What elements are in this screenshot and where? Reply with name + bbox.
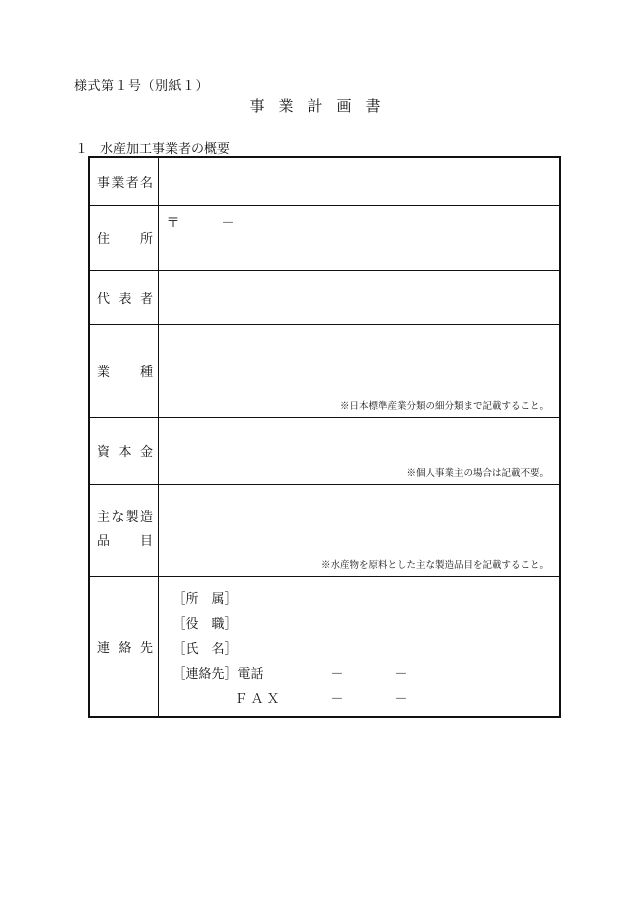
label-capital: 資 本 金 [89, 417, 158, 484]
capital-note: ※個人事業主の場合は記載不要。 [406, 467, 549, 479]
field-industry[interactable] [158, 324, 560, 417]
contact-fax: ＦＡＸ － － [234, 691, 408, 707]
contact-person: ［氏 名］ [172, 641, 238, 657]
section-heading [75, 138, 230, 157]
row-business-name [89, 157, 560, 205]
field-products[interactable] [158, 484, 560, 576]
row-address [89, 205, 560, 270]
row-products [89, 484, 560, 576]
field-contact[interactable] [158, 576, 560, 717]
label-address: 住 所 [89, 205, 158, 270]
row-industry [89, 324, 560, 417]
field-representative[interactable] [158, 270, 560, 324]
label-representative: 代 表 者 [89, 270, 158, 324]
row-capital [89, 417, 560, 484]
form-id: 様式第１号（別紙１） [74, 79, 210, 94]
row-contact [89, 576, 560, 717]
field-capital[interactable] [158, 417, 560, 484]
section-title: 水産加工事業者の概要 [100, 142, 231, 157]
industry-note: ※日本標準産業分類の細分類まで記載すること。 [339, 400, 549, 412]
label-business-name: 事 業 者 名 [89, 157, 158, 205]
field-address[interactable] [158, 205, 560, 270]
overview-table [88, 156, 561, 718]
section-number: １ [75, 142, 89, 157]
label-industry: 業 種 [89, 324, 158, 417]
contact-phone: ［連絡先］電話 － － [172, 666, 408, 682]
postal-code: 〒 － [166, 215, 235, 231]
products-note: ※水産物を原料とした主な製造品目を記載すること。 [320, 559, 549, 571]
document-title: 事業計画書 [249, 97, 395, 115]
row-representative [89, 270, 560, 324]
label-contact: 連 絡 先 [89, 576, 158, 717]
contact-position: ［役 職］ [172, 616, 238, 632]
label-products: 主 な 製 造 品 目 [89, 484, 158, 576]
field-business-name[interactable] [158, 157, 560, 205]
contact-affiliation: ［所 属］ [172, 591, 238, 607]
